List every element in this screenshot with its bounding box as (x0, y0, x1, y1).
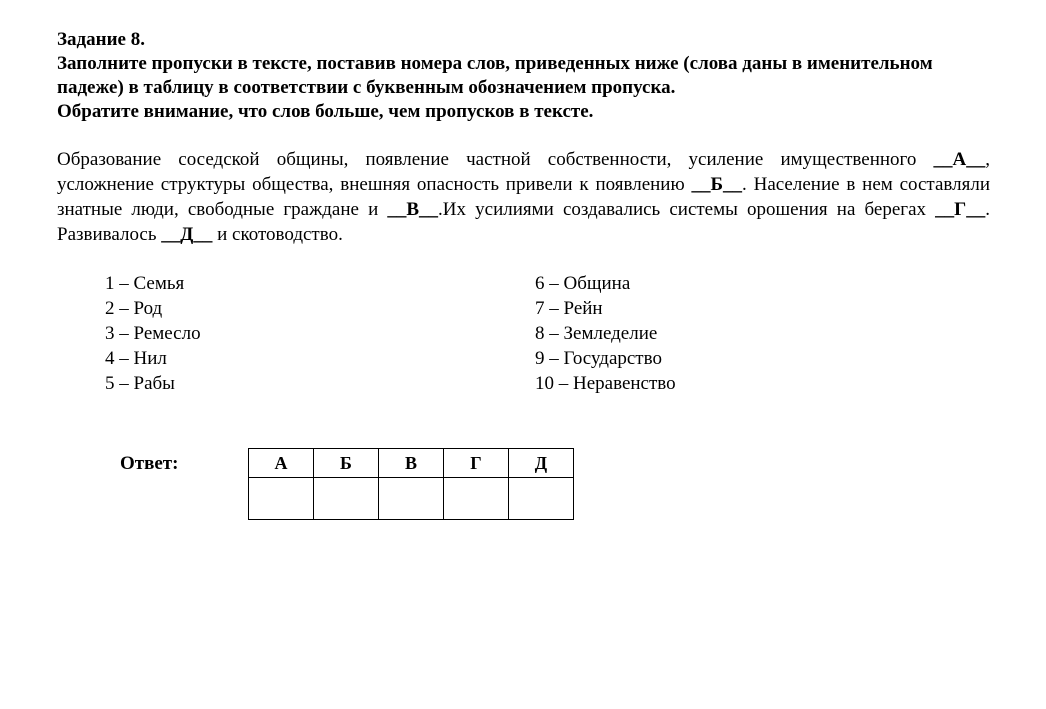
answer-column-header: Г (444, 449, 509, 478)
answer-cell[interactable] (379, 478, 444, 520)
answer-cell[interactable] (314, 478, 379, 520)
answer-table (248, 448, 574, 520)
blank-g: __Г__ (935, 199, 986, 220)
word-list-item: 1 – Семья (105, 273, 185, 294)
paragraph-text: . Население в нем составляли знатные люди, свободные граждане и (57, 174, 990, 220)
paragraph-text: Образование соседской общины, появление частной собственности, усиление имущественного (57, 149, 934, 170)
answer-table-body-row (249, 478, 574, 520)
word-list-item: 10 – Неравенство (535, 373, 676, 394)
task-title: Задание 8. (57, 29, 145, 50)
word-list-item: 5 – Рабы (105, 373, 175, 394)
answer-cell[interactable] (509, 478, 574, 520)
answer-table-head-row (249, 449, 574, 478)
paragraph-text: . Развивалось (57, 199, 990, 245)
word-list-item: 2 – Род (105, 298, 163, 319)
task-paragraph (57, 147, 990, 247)
paragraph-text: и скотоводство. (212, 224, 343, 245)
answer-cell[interactable] (444, 478, 509, 520)
paragraph-text: .Их усилиями создавались системы орошения на берегах (438, 199, 936, 220)
answer-section (57, 448, 990, 520)
task-instructions-line-2: Обратите внимание, что слов больше, чем пропусков в тексте. (57, 101, 594, 122)
paragraph-text: , усложнение структуры общества, внешняя опасность привели к появлению (57, 149, 990, 195)
answer-column-header: В (379, 449, 444, 478)
answer-cell[interactable] (249, 478, 314, 520)
word-list (57, 271, 990, 396)
answer-column-header: Б (314, 449, 379, 478)
word-list-right (535, 271, 676, 396)
word-list-left (105, 271, 535, 396)
word-list-item: 6 – Община (535, 273, 631, 294)
blank-d: __Д__ (161, 224, 213, 245)
word-list-item: 9 – Государство (535, 348, 662, 369)
blank-b: __Б__ (691, 174, 743, 195)
answer-column-header: Д (509, 449, 574, 478)
answer-label: Ответ: (120, 453, 179, 474)
answer-column-header: А (249, 449, 314, 478)
word-list-item: 7 – Рейн (535, 298, 603, 319)
word-list-item: 8 – Земледелие (535, 323, 658, 344)
blank-a: __А__ (933, 149, 986, 170)
blank-v: __В__ (387, 199, 439, 220)
word-list-item: 4 – Нил (105, 348, 167, 369)
task-instructions-line-1: Заполните пропуски в тексте, поставив номера слов, приведенных ниже (слова даны в именительном падеже) в таблицу в соответствии с буквенным обозначением пропуска. (57, 53, 933, 98)
word-list-item: 3 – Ремесло (105, 323, 201, 344)
